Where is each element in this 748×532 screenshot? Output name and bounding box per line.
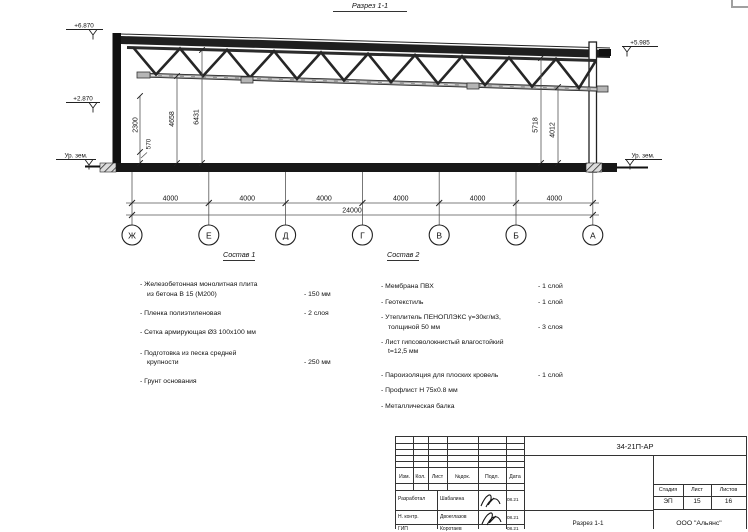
item-text: - Сетка армирующая Ø3 100х100 мм	[140, 328, 256, 336]
elevation-label: +6.870	[74, 22, 94, 30]
doc-number: 34-21П-АР	[616, 442, 654, 451]
dimension-tick-marks	[137, 47, 561, 166]
stage-value: ЭП	[663, 498, 673, 505]
item-text: - Пленка полиэтиленовая	[140, 309, 221, 317]
item-value: - 1 слой	[538, 298, 563, 306]
item-text: - Подготовка из песка средней	[140, 350, 237, 358]
list-item	[381, 371, 596, 380]
col-header-podl: Подл.	[485, 474, 499, 480]
row-date: 08.21	[507, 526, 519, 531]
dim-label-4658: 4658	[169, 111, 176, 127]
axis-bubble-label: В	[436, 230, 443, 241]
list-item	[381, 338, 596, 357]
row-name: Двоеглазов	[440, 514, 467, 520]
item-text: t=12,5 мм	[388, 348, 419, 356]
item-value: - 1 слой	[538, 283, 563, 291]
axis-bubble-label: А	[589, 230, 596, 241]
col-header-izm: Изм.	[398, 474, 411, 480]
bay-dim-label: 4000	[546, 195, 563, 203]
signature	[478, 490, 506, 529]
dim-label-2300: 2300	[132, 117, 140, 133]
sheet-label: Лист	[691, 486, 703, 493]
title-block	[395, 436, 747, 532]
sheet-number: 15	[693, 498, 701, 505]
axis-bubble-label: Г	[360, 230, 365, 241]
dim-label-570: 570	[145, 138, 153, 150]
vertical-dimension-labels	[133, 109, 557, 149]
elevation-label: Ур. зем.	[64, 152, 88, 160]
item-value: - 3 слоя	[538, 323, 563, 331]
bay-dim-label: 4000	[239, 195, 255, 203]
row-role: Н. контр.	[398, 514, 419, 520]
axis-extension-lines	[132, 172, 593, 225]
item-text: - Пароизоляция для плоских кровель	[381, 371, 499, 379]
sheets-total: 16	[724, 498, 733, 505]
list-item	[381, 313, 596, 332]
list-item	[140, 349, 350, 368]
item-text: - Грунт основания	[140, 378, 197, 386]
item-value: - 1 слой	[538, 371, 563, 379]
item-text: крупности	[147, 359, 179, 367]
col-header-data: Дата	[509, 474, 521, 480]
col-header-list: Лист	[431, 474, 444, 480]
item-text: - Лист гипсоволокнистый влагостойкий	[381, 339, 504, 347]
elevation-label: +5.985	[630, 39, 650, 47]
sheets-label: Листов	[719, 486, 738, 493]
row-name: Коротаев	[440, 525, 462, 532]
col-header-ndok: №док.	[454, 474, 471, 480]
row-name: Шабалина	[440, 496, 465, 502]
list-item	[140, 309, 350, 318]
col-header-kol: Кол.	[415, 474, 426, 480]
floor-slab	[85, 163, 648, 172]
item-text: - Профлист Н 75х0.8 мм	[381, 387, 458, 395]
list-item	[381, 402, 596, 411]
section-drawing-svg	[0, 0, 748, 248]
list-item	[140, 280, 350, 299]
elevation-label: +2.870	[73, 95, 93, 103]
elevation-mark-left-ground	[56, 160, 96, 170]
item-value: - 150 мм	[304, 290, 331, 298]
item-text: - Металлическая балка	[381, 402, 455, 410]
vertical-dimension-lines	[140, 50, 558, 163]
axis-bubble-label: Е	[205, 230, 212, 241]
item-text: - Утеплитель ПЕНОПЛЭКС γ=30кг/м3,	[381, 314, 501, 322]
row-role: Разработал	[398, 496, 426, 502]
composition-2-title: Состав 2	[387, 250, 419, 261]
item-text: - Геотекстиль	[381, 298, 424, 306]
row-date: 08.21	[507, 496, 519, 502]
list-item	[140, 377, 350, 386]
bay-dim-label: 4000	[469, 195, 486, 203]
left-column	[113, 33, 122, 172]
axis-bubble-label: Б	[513, 230, 519, 241]
composition-list-1	[140, 250, 350, 396]
sheet-title: Разрез 1-1	[572, 520, 604, 527]
dim-label-6431: 6431	[193, 109, 201, 125]
bay-dim-label: 4000	[162, 195, 179, 203]
total-dim-label: 24000	[342, 207, 362, 215]
dim-label-4012: 4012	[549, 122, 557, 138]
row-date: 08.21	[507, 514, 519, 520]
list-item	[381, 282, 596, 291]
dim-label-5718: 5718	[532, 117, 540, 133]
list-item	[381, 386, 596, 395]
item-value: - 2 слоя	[304, 309, 329, 317]
elevation-mark-left-mid	[66, 103, 100, 113]
bay-dim-label: 4000	[316, 195, 332, 203]
stage-label: Стадия	[658, 486, 678, 493]
item-value: - 250 мм	[304, 359, 331, 367]
elevation-label: Ур. зем.	[631, 152, 655, 160]
row-role: ГИП	[398, 525, 408, 532]
list-item	[140, 328, 350, 337]
axis-bubble-label: Д	[282, 230, 289, 241]
item-text: - Мембрана ПВХ	[381, 283, 434, 291]
section-title: Разрез 1-1	[333, 1, 407, 12]
item-text: из бетона В 15 (М200)	[147, 290, 217, 298]
bay-dim-label: 4000	[393, 195, 409, 203]
elevation-mark-left-top	[66, 30, 103, 40]
roof-end-cap	[599, 49, 611, 56]
item-text: толщиной 50 мм	[388, 323, 441, 331]
elevation-mark-right-top	[622, 47, 658, 57]
composition-list-2	[381, 250, 596, 417]
list-item	[381, 298, 596, 307]
axis-bubbles	[122, 225, 603, 245]
axis-bubble-label: Ж	[128, 230, 136, 241]
company-name: ООО "Альянс"	[676, 520, 722, 527]
item-text: - Железобетонная монолитная плита	[140, 281, 258, 289]
composition-1-title: Состав 1	[223, 250, 255, 261]
